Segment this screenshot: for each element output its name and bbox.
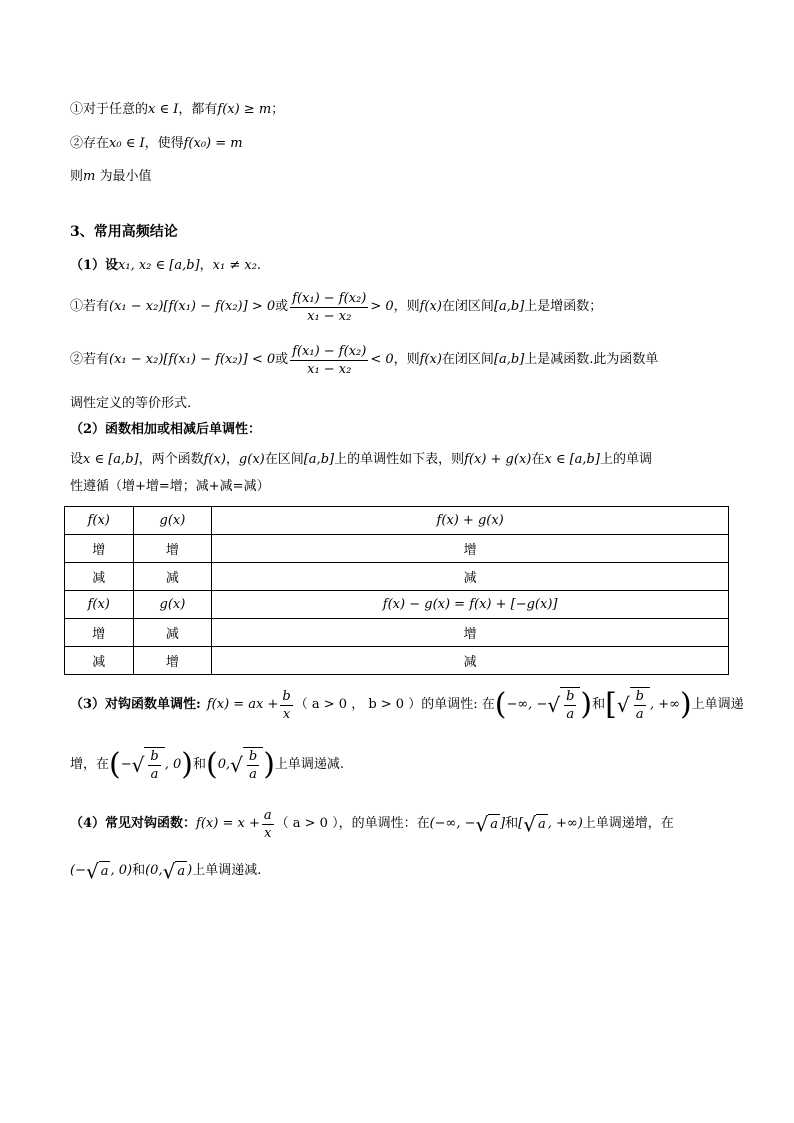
p3-line2: 增，在 ( − √ $\frac{b}{a}$ , 0 ) 和 ( 0, √ $\frac{b}{a}$ ) 上单调递减. [70,747,345,782]
table-row [65,535,729,563]
sqrt-b-over-a: √ $\frac{b}{a}$ [132,747,165,783]
sqrt-b-over-a: √ $\frac{b}{a}$ [547,687,580,723]
table-cell: 增 [65,619,134,647]
table-cell: f(x) [65,591,134,619]
table-row [65,563,729,591]
section-heading: 3、常用高频结论 [70,224,178,240]
table-cell: 减 [133,619,212,647]
p2-text: 设x ∈ [a,b]，两个函数f(x)，g(x)在区间[a,b]上的单调性如下表，则f(x) + g(x)在x ∈ [a,b]上的单调 [70,452,652,467]
table-cell: 增 [212,619,729,647]
sqrt-a: √ a [523,812,546,836]
p2-text-cont: 性遵循（增+增=增；减+减=减） [70,479,270,494]
difference-quotient: $\frac{\text{f(x₁) − f(x₂)}}{\text{x₁ − x₂}}$ [292,343,367,377]
min-conclusion: 则m 为最小值 [70,169,152,184]
p4-line1: （4）常见对钩函数： f(x) = x + $\frac{a}{x}$ （ a > 0 ），的单调性：在 (−∞, − √ a ] 和 [ √ a , +∞) 上单调递增，在 [70,807,674,841]
sqrt-a: √ a [85,859,109,883]
p1-decreasing: ②若有 (x₁ − x₂)[f(x₁) − f(x₂)] < 0 或 $\frac{\text{f(x₁) − f(x₂)}}{\text{x₁ − x₂}}$ < 0 ，则 f(x) 在闭区间 [a,b] 上是减函数.此为函数单 [70,343,659,377]
p3-line1: （3）对钩函数单调性: f(x) = ax + $\frac{b}{x}$ （ a > 0 ， b > 0 ）的单调性: 在 ( −∞, − √ $\frac{b}{a}$ ) 和 [ √ $\frac{b}{a}$ , +∞ ) 上单调递 [70,687,744,722]
table-row [65,619,729,647]
p1-increasing: ①若有 (x₁ − x₂)[f(x₁) − f(x₂)] > 0 或 $\frac{\text{f(x₁) − f(x₂)}}{\text{x₁ − x₂}}$ > 0 ，则 f(x) 在闭区间 [a,b] 上是增函数； [70,290,603,324]
sqrt-b-over-a: √ $\frac{b}{a}$ [230,747,263,783]
table-cell: 减 [65,563,134,591]
table-cell: g(x) [133,591,212,619]
monotonicity-table [64,506,729,675]
table-cell: g(x) [133,507,212,535]
table-cell: 增 [212,535,729,563]
table-cell: 增 [133,647,212,675]
table-row [65,647,729,675]
table-cell: 增 [65,535,134,563]
p1-setup: （1）设x₁, x₂ ∈ [a,b]，x₁ ≠ x₂. [70,258,262,273]
table-cell: f(x) [65,507,134,535]
table-cell: 增 [133,535,212,563]
table-cell: 减 [212,563,729,591]
p1-decreasing-cont: 调性定义的等价形式. [70,396,192,411]
table-cell: 减 [212,647,729,675]
p2-heading: （2）函数相加或相减后单调性： [70,422,262,437]
p4-line2: (− √ a , 0) 和 (0, √ a ) 上单调递减. [70,859,262,883]
min-condition-2: ②存在x₀ ∈ I，使得f(x₀) = m [70,136,243,151]
table-row [65,507,729,535]
table-row [65,591,729,619]
table-cell: f(x) + g(x) [212,507,729,535]
sqrt-a: √ a [475,812,499,836]
min-condition-1: ①对于任意的x ∈ I，都有f(x) ≥ m； [70,102,285,117]
table-cell: 减 [133,563,212,591]
sqrt-b-over-a: √ $\frac{b}{a}$ [617,687,650,723]
sqrt-a: √ a [162,859,186,883]
difference-quotient: $\frac{\text{f(x₁) − f(x₂)}}{\text{x₁ − x₂}}$ [292,290,367,324]
table-cell: f(x) − g(x) = f(x) + [−g(x)] [212,591,729,619]
table-cell: 减 [65,647,134,675]
